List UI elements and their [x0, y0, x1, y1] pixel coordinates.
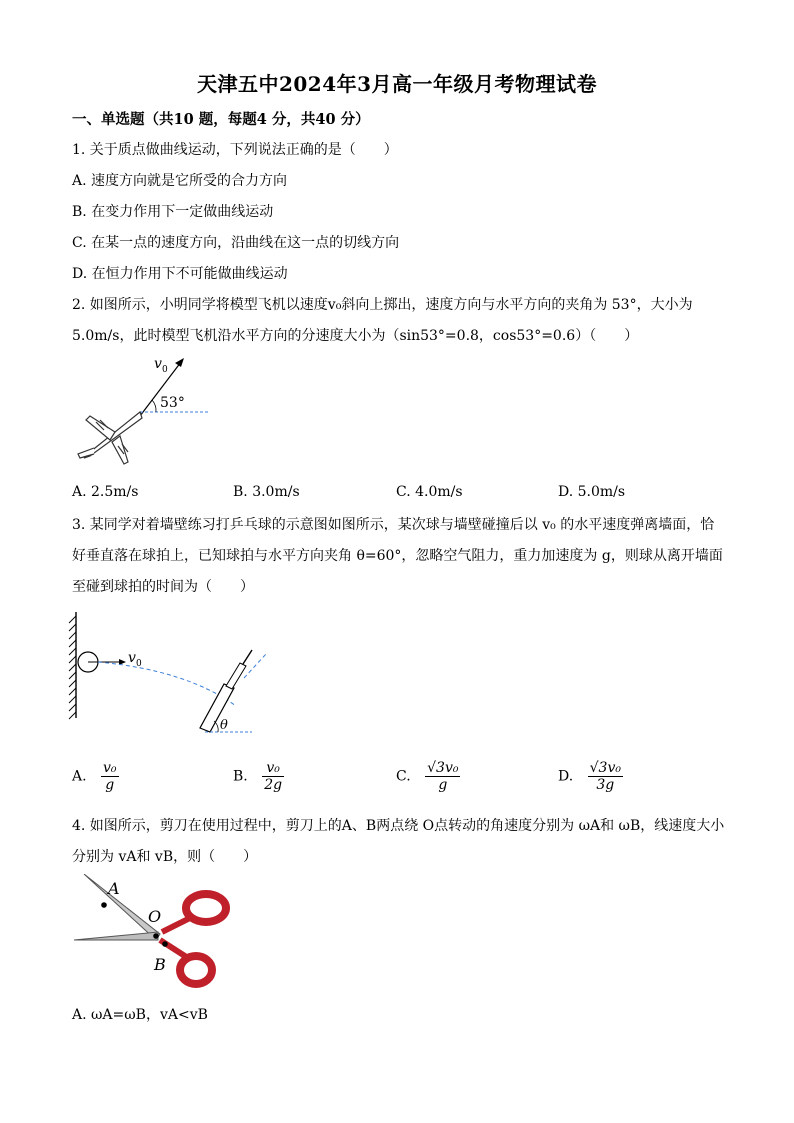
airplane-icon — [78, 412, 142, 464]
section-heading: 一、单选题（共10 题，每题4 分，共40 分） — [72, 111, 370, 128]
angle-label: 53° — [160, 395, 185, 411]
question-2-stem-line1: 2. 如图所示，小明同学将模型飞机以速度v₀斜向上掷出，速度方向与水平方向的夹角为 53°，大小为 — [72, 297, 693, 313]
question-1-option-d: D. 在恒力作用下不可能做曲线运动 — [72, 266, 288, 282]
question-2-option-a: A. 2.5m/s — [72, 484, 139, 500]
label-o: O — [148, 907, 162, 926]
question-1-option-c: C. 在某一点的速度方向，沿曲线在这一点的切线方向 — [72, 235, 400, 251]
velocity-label: v — [128, 650, 136, 666]
question-3-stem-line2: 好垂直落在球拍上，已知球拍与水平方向夹角 θ=60°，忽略空气阻力，重力加速度为 g，则球从离开墙面 — [72, 548, 723, 564]
question-3-option-c: C. $\frac{\text{√3v₀}}{g}$ — [396, 760, 459, 793]
ping-pong-figure — [66, 608, 276, 743]
question-3-stem-line1: 3. 某同学对着墙壁练习打乒乓球的示意图如图所示，某次球与墙壁碰撞后以 v₀ 的水平速度弹离墙面，恰 — [72, 517, 715, 533]
question-1-stem: 1. 关于质点做曲线运动，下列说法正确的是（ ） — [72, 142, 398, 158]
question-4-stem-line2: 分别为 vA和 vB，则（ ） — [72, 849, 258, 865]
question-2-option-b: B. 3.0m/s — [233, 484, 300, 500]
handle-upper-icon — [186, 894, 226, 922]
velocity-label: v — [154, 356, 162, 372]
blade-lower-icon — [74, 932, 158, 940]
point-b-dot — [162, 941, 168, 947]
question-4-option-a: A. ωA=ωB，vA<vB — [72, 1007, 208, 1023]
question-2-option-c: C. 4.0m/s — [396, 484, 463, 500]
question-3-option-b: B. $\frac{\text{v₀}}{2g}$ — [233, 760, 283, 793]
scissors-figure — [70, 874, 240, 994]
wall-hatching — [69, 616, 76, 719]
question-2-stem-line2: 5.0m/s，此时模型飞机沿水平方向的分速度大小为（sin53°=0.8，cos53°=0.6）（ ） — [72, 328, 639, 344]
handle-lower-icon — [180, 956, 212, 984]
airplane-figure — [70, 350, 220, 475]
question-3-option-a: A. $\frac{\text{v₀}}{g}$ — [72, 760, 117, 793]
point-a-dot — [101, 902, 107, 908]
velocity-subscript: 0 — [162, 365, 168, 375]
point-o-dot — [153, 933, 159, 939]
question-1-option-a: A. 速度方向就是它所受的合力方向 — [72, 173, 288, 189]
label-a: A — [108, 879, 120, 898]
question-3-option-d: D. $\frac{\text{√3v₀}}{3g}$ — [558, 760, 621, 793]
label-b: B — [154, 955, 166, 974]
question-4-stem-line1: 4. 如图所示，剪刀在使用过程中，剪刀上的A、B两点绕 O点转动的角速度分别为 ωA和 ωB，线速度大小 — [72, 818, 725, 834]
theta-label: θ — [220, 718, 228, 733]
velocity-subscript: 0 — [136, 659, 142, 669]
question-2-option-d: D. 5.0m/s — [558, 484, 626, 500]
question-1-option-b: B. 在变力作用下一定做曲线运动 — [72, 204, 274, 220]
question-3-stem-line3: 至碰到球拍的时间为（ ） — [72, 579, 254, 595]
page-title: 天津五中2024年3月高一年级月考物理试卷 — [196, 72, 598, 96]
